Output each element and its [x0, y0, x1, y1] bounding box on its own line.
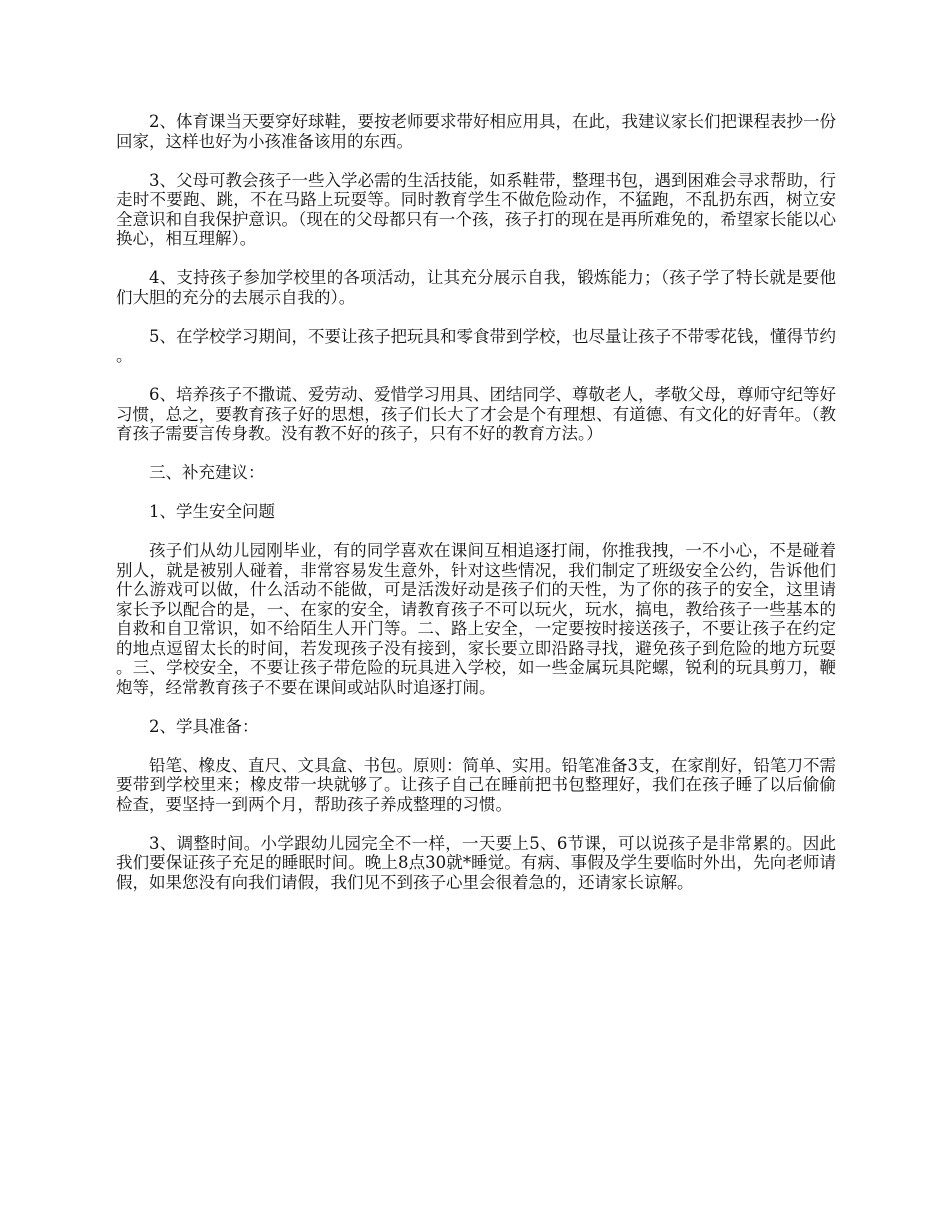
paragraph-life-skills: 3、父母可教会孩子一些入学必需的生活技能，如系鞋带，整理书包，遇到困难会寻求帮助，行走时不要跑、跳，不在马路上玩耍等。同时教育学生不做危险动作，不猛跑，不乱扔东西，树立安全意识和自我保护意识。（现在的父母都只有一个孩，孩子打的现在是再所难免的，希望家长能以心换心，相互理解）。: [116, 170, 836, 248]
paragraph-pe-class-shoes: 2、体育课当天要穿好球鞋，要按老师要求带好相应用具，在此，我建议家长们把课程表抄一份回家，这样也好为小孩准备该用的东西。: [116, 112, 836, 151]
paragraph-supplies-details: 铅笔、橡皮、直尺、文具盒、书包。原则：简单、实用。铅笔准备3支，在家削好，铅笔刀不需要带到学校里来；橡皮带一块就够了。让孩子自己在睡前把书包整理好，我们在孩子睡了以后偷偷检查，要坚持一到两个月，帮助孩子养成整理的习惯。: [116, 755, 836, 814]
section-heading-supplementary-advice: 三、补充建议：: [149, 463, 265, 482]
paragraph-good-habits: 6、培养孩子不撒谎、爱劳动、爱惜学习用具、团结同学、尊敬老人，孝敬父母，尊师守纪等好习惯，总之，要教育孩子好的思想，孩子们长大了才会是个有理想、有道德、有文化的好青年。（教育孩子需要言传身教。没有教不好的孩子，只有不好的教育方法。）: [116, 385, 836, 443]
document-body: [116, 112, 836, 912]
subheading-school-supplies: 2、学具准备：: [149, 716, 259, 736]
paragraph-safety-details: 孩子们从幼儿园刚毕业，有的同学喜欢在课间互相追逐打闹，你推我拽，一不小心，不是碰着别人，就是被别人碰着，非常容易发生意外，针对这些情况，我们制定了班级安全公约，告诉他们什么游戏可以做，什么活动不能做，可是活泼好动是孩子们的天性，为了你的孩子的安全，这里请家长予以配合的是，一、在家的安全，请教育孩子不可以玩火，玩水，搞电，教给孩子一些基本的自救和自卫常识，如不给陌生人开门等。二、路上安全，一定要按时接送孩子，不要让孩子在约定的地点逗留太长的时间，若发现孩子没有接到，家长要立即沿路寻找，避免孩子到危险的地方玩耍。三、学校安全，不要让孩子带危险的玩具进入学校，如一些金属玩具陀螺，锐利的玩具剪刀，鞭炮等，经常教育孩子不要在课间或站队时追逐打闹。: [116, 541, 836, 697]
paragraph-no-toys-snacks: 5、在学校学习期间，不要让孩子把玩具和零食带到学校，也尽量让孩子不带零花钱，懂得节约。: [116, 326, 836, 365]
paragraph-adjust-schedule: 3、调整时间。小学跟幼儿园完全不一样，一天要上5、6节课，可以说孩子是非常累的。因此我们要保证孩子充足的睡眠时间。晚上8点30就*睡觉。有病、事假及学生要临时外出，先向老师请假，如果您没有向我们请假，我们见不到孩子心里会很着急的，还请家长谅解。: [116, 833, 836, 892]
subheading-student-safety: 1、学生安全问题: [149, 502, 275, 521]
paragraph-school-activities: 4、支持孩子参加学校里的各项活动，让其充分展示自我，锻炼能力；（孩子学了特长就是要他们大胆的充分的去展示自我的）。: [116, 268, 836, 307]
